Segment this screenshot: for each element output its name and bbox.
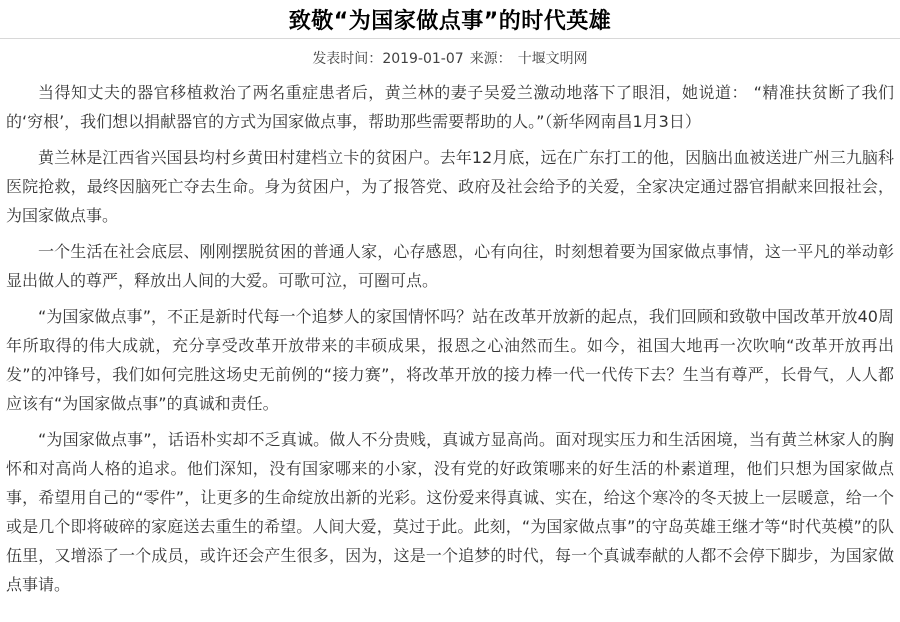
page-title: 致敬“为国家做点事”的时代英雄 (288, 9, 612, 34)
paragraph-5: “为国家做点事”，话语朴实却不乏真诚。做人不分贵贱，真诚方显高尚。面对现实压力和生活困境，当有黄兰林家人的胸怀和对高尚人格的追求。他们深知，没有国家哪来的小家，没有党的好政策哪来的好生活的朴素道理，他们只想为国家做点事，希望用自己的“零件”，让更多的生命绽放出新的光彩。这份爱来得真诚、实在，给这个寒冷的冬天披上一层暖意，给一个或是几个即将破碎的家庭送去重生的希望。人间大爱，莫过于此。此刻，“为国家做点事”的守岛英雄王继才等“时代英模”的队伍里，又增添了一个成员，或许还会产生很多，因为，这是一个追梦的时代，每一个真诚奉献的人都不会停下脚步，为国家做点事请。 (6, 430, 894, 594)
article-page (0, 6, 900, 622)
title-divider (0, 38, 900, 39)
paragraph-2: 黄兰林是江西省兴国县均村乡黄田村建档立卡的贫困户。去年12月底，远在广东打工的他，因脑出血被送进广州三九脑科医院抢救，最终因脑死亡夺去生命。身为贫困户，为了报答党、政府及社会给予的关爱，全家决定通过器官捐献来回报社会，为国家做点事。 (6, 148, 894, 225)
article-body (6, 78, 894, 599)
article-meta (6, 51, 894, 67)
publish-date: 2019-01-07 (382, 51, 464, 67)
paragraph-1: 当得知丈夫的器官移植救治了两名重症患者后，黄兰林的妻子吴爱兰激动地落下了眼泪，她说道： “精准扶贫断了我们的‘穷根’，我们想以捐献器官的方式为国家做点事，帮助那些需要帮助的人。”（新华网南昌1月3日） (6, 83, 894, 131)
paragraph-4: “为国家做点事”，不正是新时代每一个追梦人的家国情怀吗？站在改革开放新的起点，我们回顾和致敬中国改革开放40周年所取得的伟大成就，充分享受改革开放带来的丰硕成果，报恩之心油然而生。如今，祖国大地再一次吹响“改革开放再出发”的冲锋号，我们如何完胜这场史无前例的“接力赛”，将改革开放的接力棒一代一代传下去？生当有尊严，长骨气，人人都应该有“为国家做点事”的真诚和责任。 (6, 307, 894, 413)
publish-time-label: 发表时间： (312, 51, 383, 67)
source-label: 来源： (469, 51, 512, 67)
paragraph-3: 一个生活在社会底层、刚刚摆脱贫困的普通人家，心存感恩，心有向往，时刻想着要为国家做点事情，这一平凡的举动彰显出做人的尊严，释放出人间的大爱。可歌可泣，可圈可点。 (6, 242, 894, 290)
source-name: 十堰文明网 (517, 51, 588, 67)
